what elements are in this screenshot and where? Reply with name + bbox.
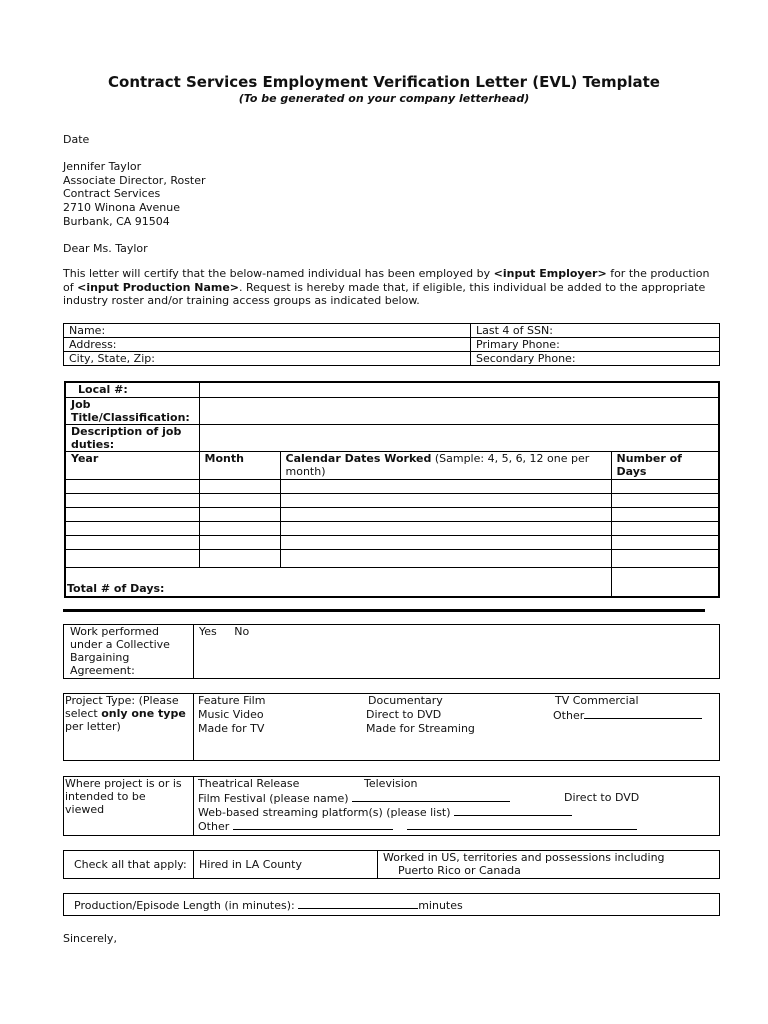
table-row	[65, 479, 719, 493]
section-divider	[63, 609, 705, 612]
recipient-title: Associate Director, Roster	[63, 174, 206, 187]
col-year: Year	[65, 451, 199, 479]
documentary-checkbox[interactable]: Documentary	[368, 694, 443, 707]
table-row	[65, 507, 719, 521]
project-type-label: Project Type: (Please select only one type per letter)	[64, 694, 194, 761]
recipient-city: Burbank, CA 91504	[63, 215, 170, 228]
recipient-street: 2710 Winona Avenue	[63, 201, 180, 214]
cba-label: Work performed under a Collective Bargaining Agreement:	[64, 625, 194, 679]
closing: Sincerely,	[63, 932, 117, 945]
date-line: Date	[63, 133, 90, 146]
local-label: Local #:	[65, 382, 199, 397]
table-row	[65, 521, 719, 535]
table-row	[65, 493, 719, 507]
primary-phone-field[interactable]: Primary Phone:	[471, 338, 720, 352]
name-field[interactable]: Name:	[64, 324, 471, 338]
other-checkbox[interactable]: Other	[553, 708, 702, 722]
project-type-options	[194, 694, 720, 761]
la-county-checkbox[interactable]: Hired in LA County	[194, 851, 378, 879]
page-title: Contract Services Employment Verification Letter (EVL) Template	[108, 73, 660, 91]
total-days-label: Total # of Days:	[65, 567, 611, 597]
local-input[interactable]	[199, 382, 719, 397]
theatrical-checkbox[interactable]: Theatrical Release	[198, 777, 300, 790]
intro-paragraph: This letter will certify that the below-named individual has been employed by <input Employer> for the production of <input Production Name>. Request is hereby made that, if eligible, this individual be added to the appropriate industry roster and/or training access groups as indicated below.	[63, 267, 710, 308]
made-for-streaming-checkbox[interactable]: Made for Streaming	[366, 722, 475, 735]
page-subtitle: (To be generated on your company letterhead)	[238, 92, 530, 105]
cba-yes-checkbox[interactable]: Yes	[199, 625, 217, 638]
check-all-label: Check all that apply:	[64, 851, 194, 879]
viewing-dvd-checkbox[interactable]: Direct to DVD	[564, 791, 640, 804]
employer-field: <input Employer>	[493, 267, 607, 280]
viewing-options	[194, 777, 720, 836]
city-field[interactable]: City, State, Zip:	[64, 352, 471, 366]
film-festival-checkbox[interactable]: Film Festival (please name)	[198, 791, 510, 805]
cba-options	[194, 625, 720, 679]
length-field[interactable]: Production/Episode Length (in minutes): minutes	[64, 894, 720, 916]
recipient-dept: Contract Services	[63, 187, 161, 200]
job-table	[64, 381, 720, 598]
made-for-tv-checkbox[interactable]: Made for TV	[198, 722, 265, 735]
length-table	[63, 893, 720, 916]
check-all-table	[63, 850, 720, 879]
salutation: Dear Ms. Taylor	[63, 242, 148, 255]
cba-table	[63, 624, 720, 679]
web-streaming-checkbox[interactable]: Web-based streaming platform(s) (please list)	[198, 805, 572, 819]
col-month: Month	[199, 451, 280, 479]
us-territories-checkbox[interactable]: Worked in US, territories and possessions including Puerto Rico or Canada	[378, 851, 720, 879]
address-field[interactable]: Address:	[64, 338, 471, 352]
description-input[interactable]	[199, 424, 719, 451]
viewing-other-checkbox[interactable]: Other	[198, 819, 637, 833]
music-video-checkbox[interactable]: Music Video	[198, 708, 264, 721]
job-title-label: Job Title/Classification:	[65, 397, 199, 424]
project-type-table	[63, 693, 720, 761]
secondary-phone-field[interactable]: Secondary Phone:	[471, 352, 720, 366]
description-label: Description of job duties:	[65, 424, 199, 451]
total-days-input[interactable]	[611, 567, 719, 597]
television-checkbox[interactable]: Television	[364, 777, 418, 790]
direct-to-dvd-checkbox[interactable]: Direct to DVD	[366, 708, 442, 721]
viewing-label: Where project is or is intended to be viewed	[64, 777, 194, 836]
job-title-input[interactable]	[199, 397, 719, 424]
col-dates: Calendar Dates Worked (Sample: 4, 5, 6, 12 one per month)	[280, 451, 611, 479]
personal-info-table	[63, 323, 720, 366]
feature-film-checkbox[interactable]: Feature Film	[198, 694, 266, 707]
viewing-table	[63, 776, 720, 836]
cba-no-checkbox[interactable]: No	[234, 625, 250, 638]
production-field: <input Production Name>	[77, 280, 240, 294]
ssn-field[interactable]: Last 4 of SSN:	[471, 324, 720, 338]
recipient-name: Jennifer Taylor	[63, 160, 142, 173]
table-row	[65, 535, 719, 549]
table-row	[65, 549, 719, 567]
tv-commercial-checkbox[interactable]: TV Commercial	[555, 694, 639, 707]
col-days: Number of Days	[611, 451, 719, 479]
